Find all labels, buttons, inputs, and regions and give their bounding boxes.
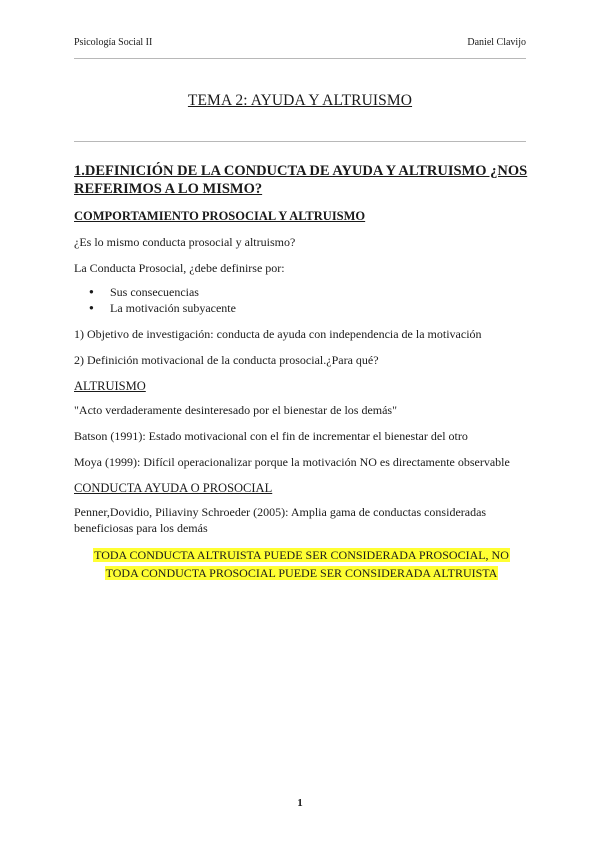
subheading-prosocial-altruismo: COMPORTAMIENTO PROSOCIAL Y ALTRUISMO	[74, 209, 366, 223]
quote-altruismo: "Acto verdaderamente desinteresado por el bienestar de los demás"	[74, 403, 398, 417]
paragraph-definicion: 2) Definición motivacional de la conducta prosocial.¿Para qué?	[74, 353, 379, 367]
question-2: La Conducta Prosocial, ¿debe definirse por:	[74, 261, 285, 275]
header-author: Daniel Clavijo	[467, 37, 526, 48]
paragraph-moya: Moya (1999): Difícil operacionalizar porque la motivación NO es directamente observable	[74, 455, 510, 469]
header-divider	[74, 58, 526, 59]
highlight-line-2: TODA CONDUCTA PROSOCIAL PUEDE SER CONSIDERADA ALTRUISTA	[105, 566, 498, 580]
question-1: ¿Es lo mismo conducta prosocial y altruismo?	[74, 235, 296, 249]
page-number: 1	[297, 797, 303, 809]
bullet-list	[74, 284, 529, 316]
paragraph-objetivo: 1) Objetivo de investigación: conducta de ayuda con independencia de la motivación	[74, 327, 482, 341]
highlighted-conclusion	[74, 546, 529, 582]
highlight-line-1: TODA CONDUCTA ALTRUISTA PUEDE SER CONSIDERADA PROSOCIAL, NO	[94, 548, 509, 562]
page-title: TEMA 2: AYUDA Y ALTRUISMO	[187, 92, 413, 109]
subheading-conducta-prosocial: CONDUCTA AYUDA O PROSOCIAL	[74, 481, 273, 495]
paragraph-penner: Penner,Dovidio, Piliaviny Schroeder (2005): Amplia gama de conductas consideradas beneficiosas para los demás	[74, 505, 487, 535]
list-item: ● Sus consecuencias	[74, 284, 529, 300]
title-divider	[74, 141, 526, 142]
section-heading: 1.DEFINICIÓN DE LA CONDUCTA DE AYUDA Y ALTRUISMO ¿NOS REFERIMOS A LO MISMO?	[74, 163, 528, 197]
subheading-altruismo: ALTRUISMO	[74, 379, 146, 393]
header-course: Psicología Social II	[74, 37, 153, 48]
paragraph-batson: Batson (1991): Estado motivacional con el fin de incrementar el bienestar del otro	[74, 429, 468, 443]
list-item: ● La motivación subyacente	[74, 300, 529, 316]
document-body	[74, 162, 529, 582]
